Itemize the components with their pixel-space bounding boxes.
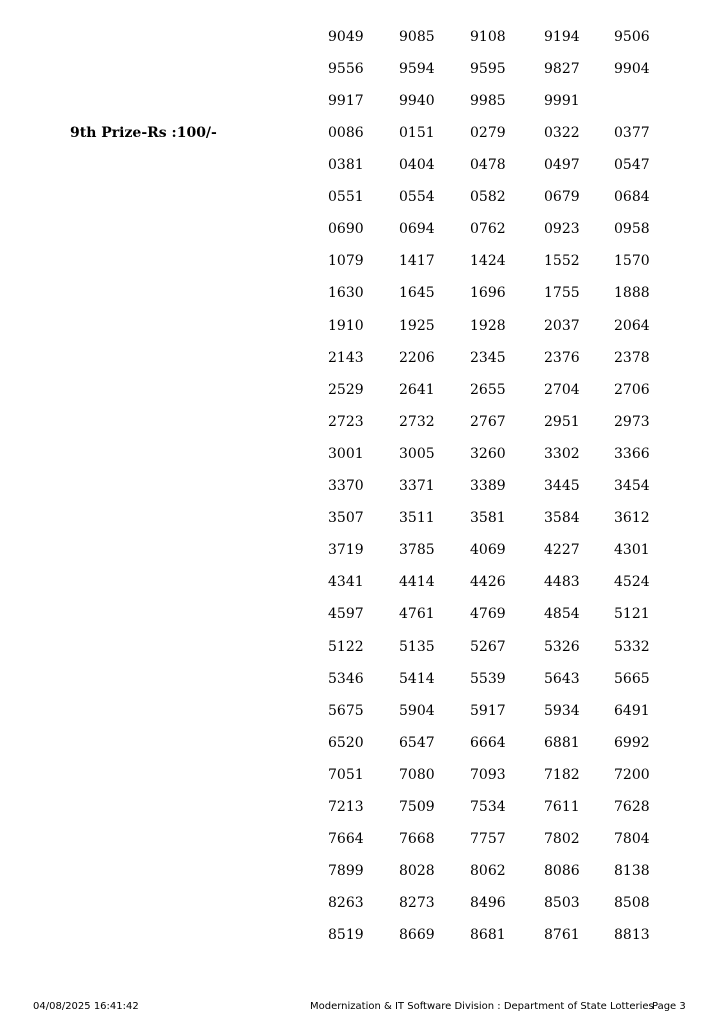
- ticket-number: 2376: [544, 349, 580, 366]
- result-row: [0, 566, 724, 598]
- ticket-number: 9595: [470, 61, 506, 78]
- page-number: Page 3: [652, 1001, 686, 1012]
- ticket-number: 8669: [399, 927, 435, 944]
- ticket-number: 4414: [399, 574, 435, 591]
- ticket-number: 4426: [470, 574, 506, 591]
- ticket-number: 3584: [544, 510, 580, 527]
- ticket-number: 7899: [328, 863, 364, 880]
- ticket-number: 0694: [399, 221, 435, 238]
- ticket-number: 3511: [399, 510, 435, 527]
- ticket-number: 7509: [399, 798, 435, 815]
- ticket-number: 0679: [544, 189, 580, 206]
- ticket-number: 7668: [399, 831, 435, 848]
- ticket-number: 3371: [399, 478, 435, 495]
- ticket-number: 0404: [399, 157, 435, 174]
- ticket-number: 6520: [328, 734, 364, 751]
- result-row: [0, 663, 724, 695]
- ticket-number: 2064: [614, 317, 650, 334]
- ticket-number: 5904: [399, 702, 435, 719]
- ticket-number: 2767: [470, 413, 506, 430]
- ticket-number: 8681: [470, 927, 506, 944]
- ticket-number: 4854: [544, 606, 580, 623]
- ticket-number: 4301: [614, 542, 650, 559]
- result-row: [0, 855, 724, 887]
- ticket-number: 5917: [470, 702, 506, 719]
- ticket-number: 5643: [544, 670, 580, 687]
- ticket-number: 4761: [399, 606, 435, 623]
- result-row: [0, 310, 724, 342]
- ticket-number: 3302: [544, 445, 580, 462]
- ticket-number: 0554: [399, 189, 435, 206]
- ticket-number: 3581: [470, 510, 506, 527]
- ticket-number: 1552: [544, 253, 580, 270]
- ticket-number: 8508: [614, 895, 650, 912]
- ticket-number: 3366: [614, 445, 650, 462]
- ticket-number: 9827: [544, 61, 580, 78]
- ticket-number: 9594: [399, 61, 435, 78]
- ticket-number: 8138: [614, 863, 650, 880]
- ticket-number: 7093: [470, 766, 506, 783]
- ticket-number: 2641: [399, 381, 435, 398]
- ticket-number: 6547: [399, 734, 435, 751]
- ticket-number: 1888: [614, 285, 650, 302]
- result-row: [0, 374, 724, 406]
- ticket-number: 7802: [544, 831, 580, 848]
- ticket-number: 9049: [328, 29, 364, 45]
- ticket-number: 0958: [614, 221, 650, 238]
- ticket-number: 0497: [544, 157, 580, 174]
- ticket-number: 5346: [328, 670, 364, 687]
- ticket-number: 3454: [614, 478, 650, 495]
- ticket-number: 1755: [544, 285, 580, 302]
- ticket-number: 4341: [328, 574, 364, 591]
- ticket-number: 5934: [544, 702, 580, 719]
- page-footer: [0, 998, 724, 1016]
- ticket-number: 0478: [470, 157, 506, 174]
- result-row: [0, 406, 724, 438]
- ticket-number: 9108: [470, 29, 506, 45]
- ticket-number: 8263: [328, 895, 364, 912]
- ticket-number: 5326: [544, 638, 580, 655]
- ticket-number: 2037: [544, 317, 580, 334]
- ticket-number: 7664: [328, 831, 364, 848]
- ticket-number: 7051: [328, 766, 364, 783]
- ticket-number: 2529: [328, 381, 364, 398]
- result-row: [0, 759, 724, 791]
- ticket-number: 1696: [470, 285, 506, 302]
- ticket-number: 8496: [470, 895, 506, 912]
- prize-label: 9th Prize-Rs :100/-: [70, 125, 217, 141]
- ticket-number: 1630: [328, 285, 364, 302]
- ticket-number: 0551: [328, 189, 364, 206]
- result-row: [0, 438, 724, 470]
- ticket-number: 9194: [544, 29, 580, 45]
- ticket-number: 3445: [544, 478, 580, 495]
- ticket-number: 1925: [399, 317, 435, 334]
- ticket-number: 3370: [328, 478, 364, 495]
- ticket-number: 8503: [544, 895, 580, 912]
- ticket-number: 0690: [328, 221, 364, 238]
- result-row: [0, 277, 724, 309]
- ticket-number: 7182: [544, 766, 580, 783]
- ticket-number: 3719: [328, 542, 364, 559]
- ticket-number: 8062: [470, 863, 506, 880]
- ticket-number: 7611: [544, 798, 580, 815]
- ticket-number: 4069: [470, 542, 506, 559]
- ticket-number: 5121: [614, 606, 650, 623]
- result-row: [0, 823, 724, 855]
- result-row: [0, 502, 724, 534]
- ticket-number: 0377: [614, 125, 650, 141]
- ticket-number: 9506: [614, 29, 650, 45]
- result-row: [0, 149, 724, 181]
- ticket-number: 2143: [328, 349, 364, 366]
- ticket-number: 9556: [328, 61, 364, 78]
- ticket-number: 1645: [399, 285, 435, 302]
- ticket-number: 5665: [614, 670, 650, 687]
- ticket-number: 7628: [614, 798, 650, 815]
- ticket-number: 6664: [470, 734, 506, 751]
- ticket-number: 8519: [328, 927, 364, 944]
- prize-number-grid: [0, 117, 724, 951]
- ticket-number: 8761: [544, 927, 580, 944]
- ticket-number: 1570: [614, 253, 650, 270]
- ticket-number: 3001: [328, 445, 364, 462]
- ticket-number: 7804: [614, 831, 650, 848]
- ticket-number: 7757: [470, 831, 506, 848]
- ticket-number: 5135: [399, 638, 435, 655]
- ticket-number: 1417: [399, 253, 435, 270]
- ticket-number: 2706: [614, 381, 650, 398]
- ticket-number: 2951: [544, 413, 580, 430]
- result-row: [0, 534, 724, 566]
- ticket-number: 6881: [544, 734, 580, 751]
- ticket-number: 2655: [470, 381, 506, 398]
- ticket-number: 8273: [399, 895, 435, 912]
- ticket-number: 4597: [328, 606, 364, 623]
- ticket-number: 7200: [614, 766, 650, 783]
- ticket-number: 5267: [470, 638, 506, 655]
- ticket-number: 2704: [544, 381, 580, 398]
- result-row: [0, 887, 724, 919]
- ticket-number: 6491: [614, 702, 650, 719]
- ticket-number: 0322: [544, 125, 580, 141]
- ticket-number: 4769: [470, 606, 506, 623]
- ticket-number: 0279: [470, 125, 506, 141]
- ticket-number: 5332: [614, 638, 650, 655]
- ticket-number: 0762: [470, 221, 506, 238]
- ticket-number: 9085: [399, 29, 435, 45]
- result-row: [0, 470, 724, 502]
- result-row: [0, 245, 724, 277]
- ticket-number: 7080: [399, 766, 435, 783]
- ticket-number: 0684: [614, 189, 650, 206]
- ticket-number: 1079: [328, 253, 364, 270]
- ticket-number: 4524: [614, 574, 650, 591]
- division-name: Modernization & IT Software Division : Department of State Lotteries: [310, 1001, 654, 1012]
- ticket-number: 0151: [399, 125, 435, 141]
- ticket-number: 1928: [470, 317, 506, 334]
- ticket-number: 0923: [544, 221, 580, 238]
- result-row: [0, 791, 724, 823]
- ticket-number: 6992: [614, 734, 650, 751]
- ticket-number: 0381: [328, 157, 364, 174]
- ticket-number: 3612: [614, 510, 650, 527]
- ticket-number: 9991: [544, 93, 580, 110]
- ticket-number: 3389: [470, 478, 506, 495]
- result-row: [0, 919, 724, 951]
- result-row: [0, 117, 724, 149]
- ticket-number: 2345: [470, 349, 506, 366]
- ticket-number: 5675: [328, 702, 364, 719]
- result-row: [0, 85, 724, 117]
- ticket-number: 4483: [544, 574, 580, 591]
- ticket-number: 3507: [328, 510, 364, 527]
- continued-number-grid: [0, 21, 724, 117]
- ticket-number: 1424: [470, 253, 506, 270]
- ticket-number: 2723: [328, 413, 364, 430]
- result-row: [0, 695, 724, 727]
- ticket-number: 2206: [399, 349, 435, 366]
- result-row: [0, 727, 724, 759]
- ticket-number: 9940: [399, 93, 435, 110]
- ticket-number: 4227: [544, 542, 580, 559]
- ticket-number: 2973: [614, 413, 650, 430]
- ticket-number: 9904: [614, 61, 650, 78]
- ticket-number: 2378: [614, 349, 650, 366]
- ticket-number: 5539: [470, 670, 506, 687]
- ticket-number: 0582: [470, 189, 506, 206]
- ticket-number: 0086: [328, 125, 364, 141]
- ticket-number: 8028: [399, 863, 435, 880]
- ticket-number: 9985: [470, 93, 506, 110]
- ticket-number: 3260: [470, 445, 506, 462]
- result-row: [0, 213, 724, 245]
- ticket-number: 7534: [470, 798, 506, 815]
- ticket-number: 0547: [614, 157, 650, 174]
- print-timestamp: 04/08/2025 16:41:42: [33, 1001, 139, 1012]
- ticket-number: 2732: [399, 413, 435, 430]
- result-row: [0, 598, 724, 630]
- ticket-number: 7213: [328, 798, 364, 815]
- ticket-number: 9917: [328, 93, 364, 110]
- result-row: [0, 53, 724, 85]
- ticket-number: 3785: [399, 542, 435, 559]
- result-row: [0, 181, 724, 213]
- ticket-number: 8086: [544, 863, 580, 880]
- ticket-number: 5122: [328, 638, 364, 655]
- result-row: [0, 342, 724, 374]
- result-row: [0, 21, 724, 53]
- ticket-number: 8813: [614, 927, 650, 944]
- ticket-number: 1910: [328, 317, 364, 334]
- ticket-number: 5414: [399, 670, 435, 687]
- result-row: [0, 631, 724, 663]
- ticket-number: 3005: [399, 445, 435, 462]
